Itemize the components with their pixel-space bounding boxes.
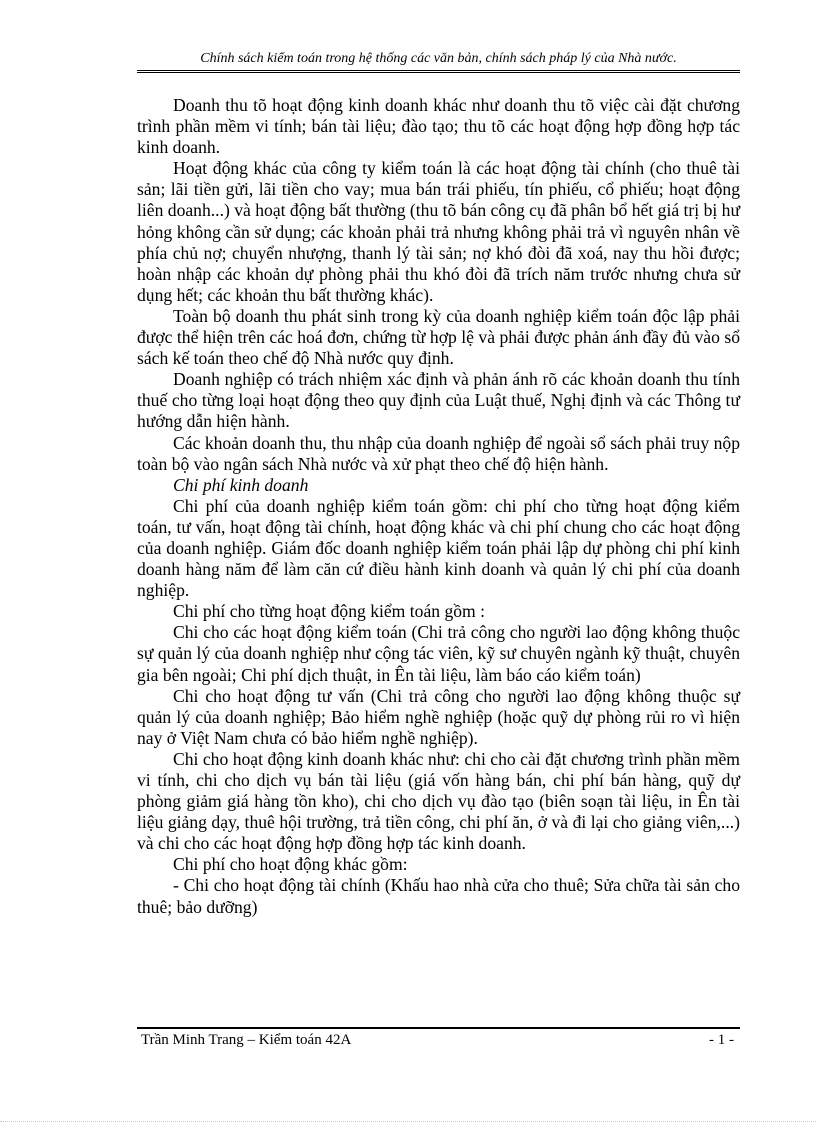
paragraph: Chi phí cho từng hoạt động kiểm toán gồm : xyxy=(173,601,486,622)
paragraph: Hoạt động khác của công ty kiểm toán là các hoạt động tài chính (cho thuê tài sản; lãi tiền gửi, lãi tiền cho vay; mua bán trái phiếu, tín phiếu, cổ phiếu; hoạt động liên doanh...) và hoạt động bất thường (thu tõ bán công cụ đã phân bổ hết giá trị bị hư hỏng không cần sử dụng; các khoản phải trả nhưng không phải trả vì nguyên nhân về phía chủ nợ; chuyển nhượng, thanh lý tài sản; nợ khó đòi đã xoá, nay thu hồi được; hoàn nhập các khoản dự phòng phải thu khó đòi đã trích năm trước nhưng chưa sử dụng hết; các khoản thu bất thường khác). xyxy=(137,158,740,305)
paragraph: Chi phí của doanh nghiệp kiểm toán gồm: chi phí cho từng hoạt động kiểm toán, tư vấn, hoạt động tài chính, hoạt động khác và chi phí chung cho các hoạt động của doanh nghiệp. Giám đốc doanh nghiệp kiểm toán phải lập dự phòng chi phí kinh doanh hàng năm để làm căn cứ điều hành kinh doanh và quản lý chi phí của doanh nghiệp. xyxy=(137,495,740,601)
page-number: - 1 - xyxy=(709,1032,734,1048)
paragraph: Chi cho các hoạt động kiểm toán (Chi trả công cho người lao động không thuộc sự quản lý của doanh nghiệp như cộng tác viên, kỹ sư chuyên ngành kỹ thuật, chuyên gia bên ngoài; Chi phí dịch thuật, in Ên tài liệu, làm báo cáo kiểm toán) xyxy=(137,622,740,685)
paragraph: Chi phí cho hoạt động khác gồm: xyxy=(173,854,408,875)
body-text xyxy=(137,95,740,918)
section-heading: Chi phí kinh doanh xyxy=(173,474,309,495)
page-edge xyxy=(0,1121,816,1122)
header-rule xyxy=(137,70,740,73)
footer-rule xyxy=(137,1027,740,1029)
paragraph: - Chi cho hoạt động tài chính (Khấu hao nhà cửa cho thuê; Sửa chữa tài sản cho thuê; bảo dưỡng) xyxy=(137,875,740,917)
paragraph: Toàn bộ doanh thu phát sinh trong kỳ của doanh nghiệp kiểm toán độc lập phải được thể hiện trên các hoá đơn, chứng từ hợp lệ và phải được phản ánh đầy đủ vào sổ sách kế toán theo chế độ Nhà nước quy định. xyxy=(137,305,740,369)
paragraph: Doanh nghiệp có trách nhiệm xác định và phản ánh rõ các khoản doanh thu tính thuế cho từng loại hoạt động theo quy định của Luật thuế, Nghị định và các Thông tư hướng dẫn hiện hành. xyxy=(137,369,740,432)
paragraph: Doanh thu tõ hoạt động kinh doanh khác như doanh thu tõ việc cài đặt chương trình phần mềm vi tính; bán tài liệu; đào tạo; thu tõ các hoạt động hợp đồng hợp tác kinh doanh. xyxy=(137,95,740,158)
running-header: Chính sách kiểm toán trong hệ thống các văn bản, chính sách pháp lý của Nhà nước. xyxy=(200,51,677,66)
paragraph: Chi cho hoạt động tư vấn (Chi trả công cho người lao động không thuộc sự quản lý của doanh nghiệp; Bảo hiểm nghề nghiệp (hoặc quỹ dự phòng rủi ro vì hiện nay ở Việt Nam chưa có bảo hiểm nghề nghiệp). xyxy=(137,685,740,748)
footer-author: Trần Minh Trang – Kiểm toán 42A xyxy=(141,1032,352,1048)
paragraph: Chi cho hoạt động kinh doanh khác như: chi cho cài đặt chương trình phần mềm vi tính, chi cho dịch vụ bán tài liệu (giá vốn hàng bán, chi phí bán hàng, quỹ dự phòng giảm giá hàng tồn kho), chi cho dịch vụ đào tạo (biên soạn tài liệu, in Ên tài liệu giảng dạy, thuê hội trường, trả tiền công, chi phí ăn, ở và đi lại cho giảng viên,...) và chi cho các hoạt động hợp đồng hợp tác kinh doanh. xyxy=(137,748,740,854)
paragraph: Các khoản doanh thu, thu nhập của doanh nghiệp để ngoài sổ sách phải truy nộp toàn bộ vào ngân sách Nhà nước và xử phạt theo chế độ hiện hành. xyxy=(137,432,740,474)
